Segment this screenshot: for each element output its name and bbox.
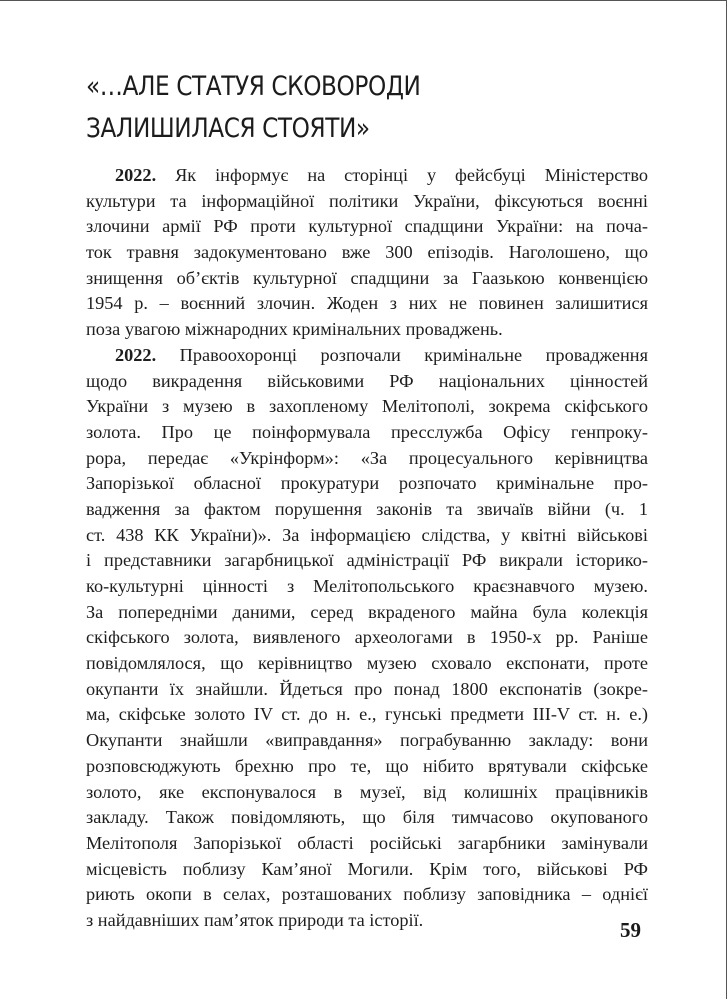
paragraph-1-line: культури та інформаційної політики України, фіксуються воєнні	[86, 190, 648, 211]
paragraph-2-line: з найдавніших пам’яток природи та історії.	[86, 909, 424, 930]
chapter-title-line-2: ЗАЛИШИЛАСЯ СТОЯТИ»	[86, 113, 370, 144]
page-number: 59	[620, 918, 641, 942]
paragraph-2-line: повідомлялося, що керівництво музею сховало експонати, проте	[86, 653, 648, 674]
paragraph-2-line: Окупанти знайшли «виправдання» пограбуванню закладу: вони	[86, 730, 648, 751]
paragraph-1-line: 2022. Як інформує на сторінці у фейсбуці Міністерство	[115, 165, 648, 185]
paragraph-1-line: 1954 р. – воєнний злочин. Жоден з них не повинен залишитися	[86, 293, 648, 314]
paragraph-2-line: Мелітополя Запорізької області російські загарбники замінували	[86, 832, 648, 853]
paragraph-2-line: Запорізької обласної прокуратури розпочато кримінальне про-	[86, 473, 648, 494]
paragraph-1-year: 2022.	[115, 165, 157, 185]
paragraph-2-line: України з музею в захопленому Мелітополі, зокрема скіфського	[86, 396, 648, 417]
paragraph-2-line: скіфського золота, виявленого археологами в 1950-х рр. Раніше	[86, 627, 648, 648]
paragraph-2-line: щодо викрадення військовими РФ національних цінностей	[86, 370, 648, 391]
paragraph-2-line: ко-культурні цінності з Мелітопольського краєзнавчого музею.	[86, 576, 648, 596]
paragraph-2-line: закладу. Також повідомляють, що біля тимчасово окупованого	[86, 807, 648, 828]
paragraph-2-line: вадження за фактом порушення законів та звичаїв війни (ч. 1	[86, 498, 648, 519]
paragraph-1-line: знищення об’єктів культурної спадщини за Гаазькою конвенцією	[86, 267, 648, 288]
paragraph-2-line: рора, передає «Укрінформ»: «За процесуального керівництва	[86, 447, 648, 468]
paragraph-2-line: ст. 438 КК України)». За інформацією слідства, у квітні військові	[86, 524, 648, 545]
paragraph-2-line: і представники загарбницької адміністрації РФ викрали історико-	[86, 550, 648, 571]
paragraph-1-line: поза увагою міжнародних кримінальних проваджень.	[86, 319, 503, 340]
paragraph-2-line: За попередніми даними, серед вкраденого майна була колекція	[86, 601, 648, 622]
paragraph-2-line: 2022. Правоохоронці розпочали кримінальне провадження	[115, 344, 648, 365]
paragraph-2-line: окупанти їх знайшли. Йдеться про понад 1800 експонатів (зокре-	[86, 678, 648, 699]
chapter-title-line-1: «…АЛЕ СТАТУЯ СКОВОРОДИ	[86, 71, 421, 102]
paragraph-2-line: розповсюджують брехню про те, що нібито врятували скіфське	[86, 755, 648, 776]
paragraph-1-line: ток травня задокументовано вже 300 епізодів. Наголошено, що	[86, 242, 648, 263]
paragraph-2-year: 2022.	[115, 344, 157, 365]
paragraph-1-line: злочини армії РФ проти культурної спадщини України: на поча-	[86, 216, 648, 237]
paragraph-2-line: риють окопи в селах, розташованих поблизу заповідника – однієї	[86, 884, 648, 905]
paragraph-2-line: золото, яке експонувалося в музеї, від колишніх працівників	[86, 781, 648, 802]
paragraph-2-line: місцевість поблизу Кам’яної Могили. Крім того, військові РФ	[86, 858, 648, 879]
chapter-title	[86, 66, 585, 150]
article-body	[86, 163, 648, 934]
paragraph-2-line: ма, скіфське золото IV ст. до н. е., гунські предмети III-V ст. н. е.)	[86, 704, 648, 725]
paragraph-2-line: золота. Про це поінформувала пресслужба Офісу генпроку-	[86, 421, 648, 442]
